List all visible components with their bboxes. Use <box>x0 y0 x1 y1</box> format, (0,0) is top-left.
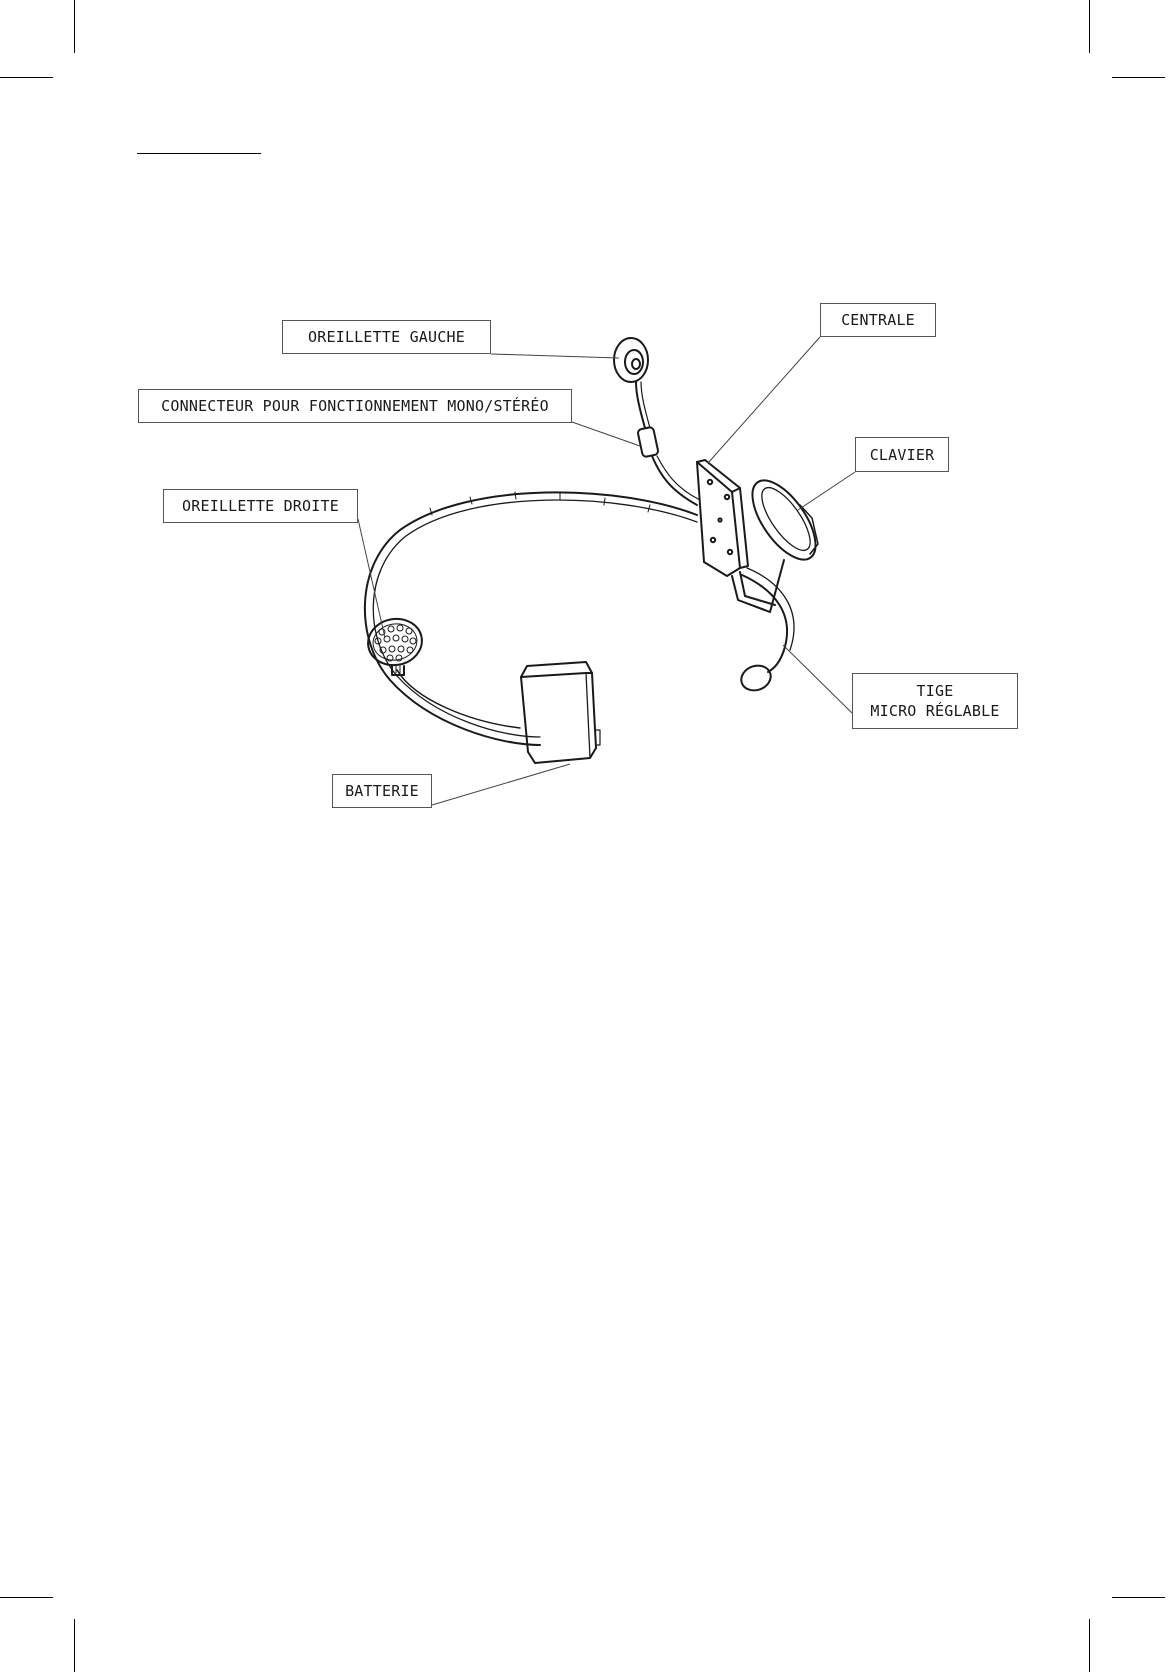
label-central-unit: CENTRALE <box>820 303 936 337</box>
label-mic-boom-line1: TIGE <box>916 682 954 700</box>
label-connector: CONNECTEUR POUR FONCTIONNEMENT MONO/STÉRÉO <box>138 389 572 423</box>
label-keypad: CLAVIER <box>855 437 949 472</box>
label-left-earpiece: OREILLETTE GAUCHE <box>282 320 491 354</box>
label-mic-boom <box>852 673 1018 729</box>
label-mic-boom-line2: MICRO RÉGLABLE <box>870 702 1000 720</box>
label-right-earpiece: OREILLETTE DROITE <box>163 489 358 523</box>
label-battery: BATTERIE <box>332 774 432 808</box>
